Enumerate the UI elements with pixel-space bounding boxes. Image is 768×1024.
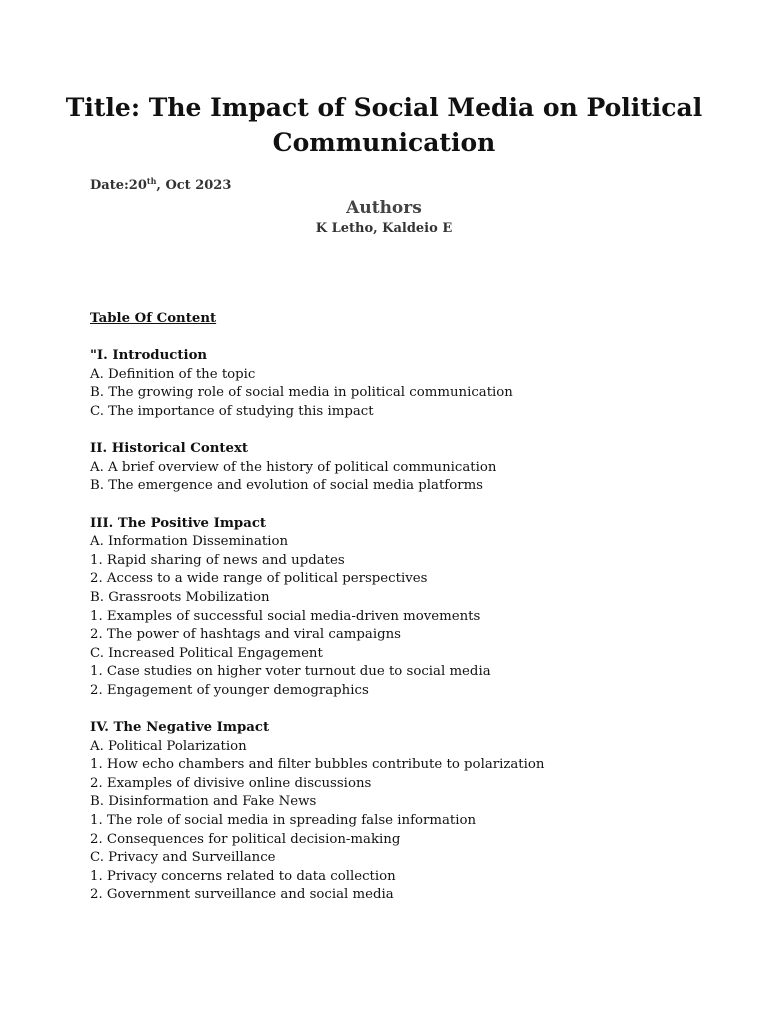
- date-ordinal-suffix: th: [146, 176, 157, 186]
- toc-item: 2. Access to a wide range of political perspectives: [90, 571, 428, 587]
- toc-item: A. Political Polarization: [90, 738, 247, 754]
- toc-item: 1. How echo chambers and filter bubbles contribute to polarization: [90, 757, 545, 773]
- section-spacer: [90, 329, 730, 348]
- toc-item: 1. The role of social media in spreading false information: [90, 813, 477, 829]
- toc-item: B. The growing role of social media in political communication: [90, 385, 513, 401]
- date-suffix: , Oct 2023: [156, 178, 232, 193]
- toc-item: 2. Engagement of younger demographics: [90, 682, 369, 698]
- toc-item: C. Privacy and Surveillance: [90, 850, 276, 866]
- date-prefix: Date:20: [90, 178, 147, 193]
- authors-names: K Letho, Kaldeio E: [315, 221, 453, 236]
- table-of-contents: [90, 310, 730, 905]
- toc-item: B. The emergence and evolution of social media platforms: [90, 478, 484, 494]
- toc-item: A. Definition of the topic: [90, 366, 256, 382]
- section-spacer: [90, 496, 730, 515]
- toc-item: 1. Rapid sharing of news and updates: [90, 552, 345, 568]
- toc-section-title: "I. Introduction: [90, 348, 208, 364]
- toc-section-title: III. The Positive Impact: [90, 515, 267, 531]
- toc-section-title: IV. The Negative Impact: [90, 720, 270, 736]
- toc-item: A. A brief overview of the history of political communication: [90, 459, 497, 475]
- document-title: Title: The Impact of Social Media on Political Communication: [65, 93, 703, 157]
- toc-item: C. The importance of studying this impact: [90, 403, 374, 419]
- toc-item: 2. The power of hashtags and viral campaigns: [90, 627, 401, 643]
- toc-item: 1. Case studies on higher voter turnout due to social media: [90, 664, 491, 680]
- toc-item: 1. Examples of successful social media-driven movements: [90, 608, 481, 624]
- document-date: [90, 177, 231, 195]
- toc-item: C. Increased Political Engagement: [90, 645, 323, 661]
- toc-item: 2. Examples of divisive online discussions: [90, 775, 372, 791]
- toc-section-title: II. Historical Context: [90, 441, 249, 457]
- toc-item: 1. Privacy concerns related to data collection: [90, 868, 396, 884]
- toc-item: B. Grassroots Mobilization: [90, 589, 270, 605]
- toc-item: 2. Consequences for political decision-making: [90, 831, 401, 847]
- toc-item: A. Information Dissemination: [90, 534, 289, 550]
- section-spacer: [90, 700, 730, 719]
- toc-item: 2. Government surveillance and social media: [90, 887, 394, 903]
- toc-heading: Table Of Content: [90, 311, 217, 326]
- section-spacer: [90, 422, 730, 441]
- toc-item: B. Disinformation and Fake News: [90, 794, 317, 810]
- authors-heading: Authors: [346, 198, 422, 218]
